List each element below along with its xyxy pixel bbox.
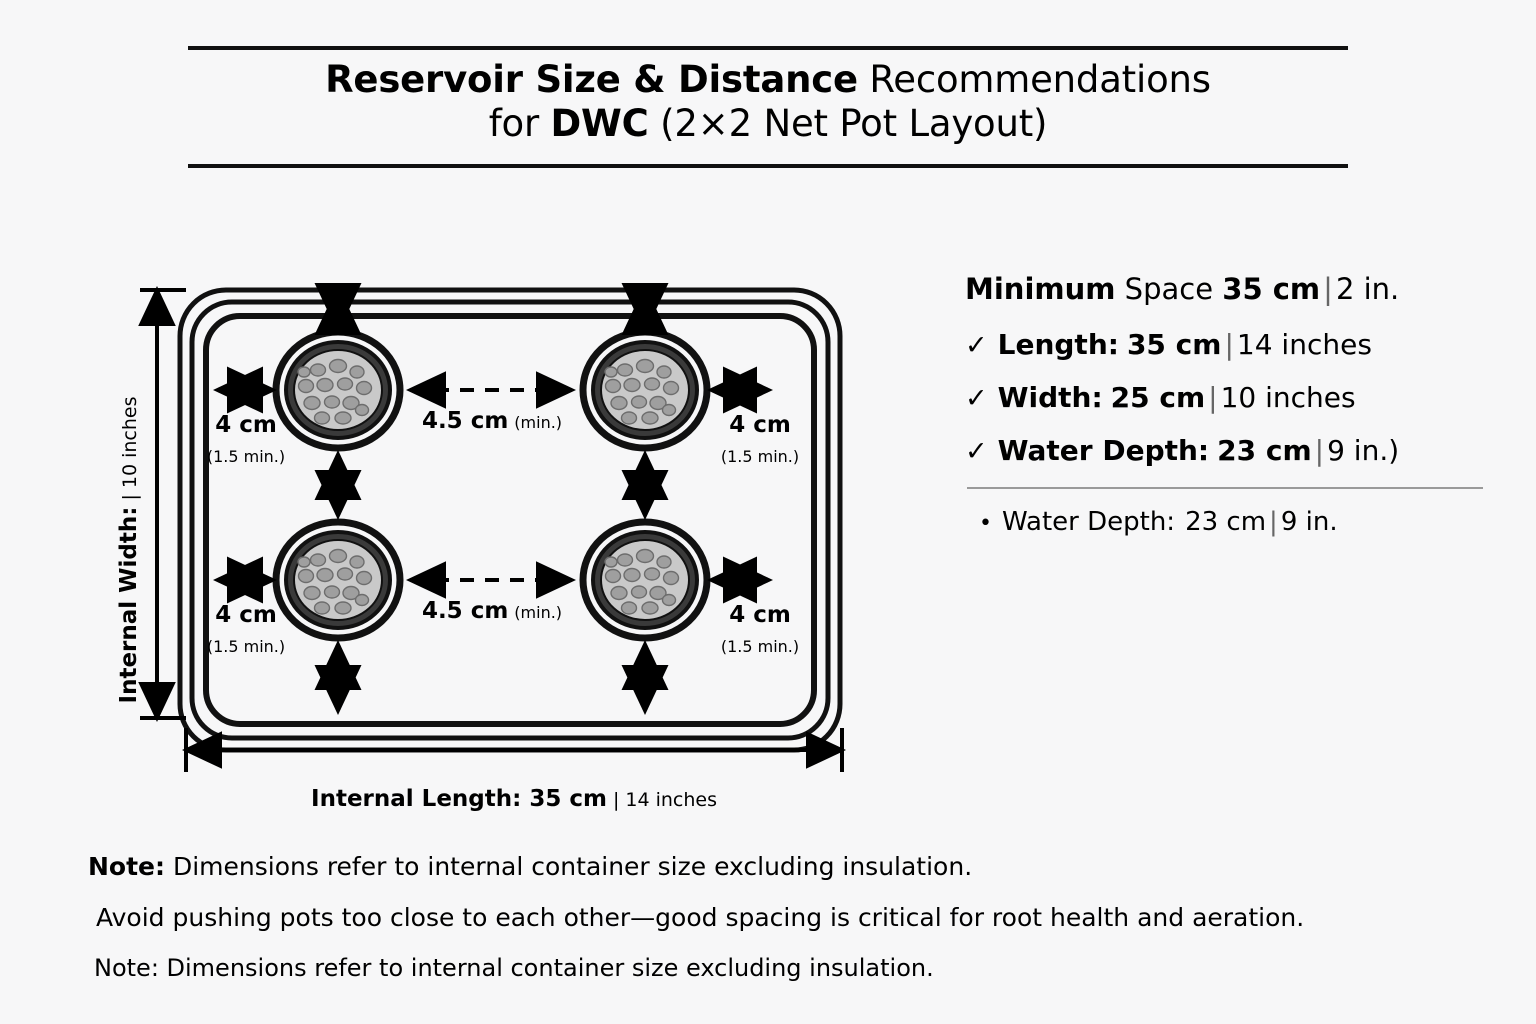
bullet-dot-icon: • (979, 511, 992, 536)
internal-width-label: Internal Width:|10 inches (116, 396, 142, 704)
panel-divider (967, 487, 1483, 489)
spec-label-water-depth: Water Depth: (997, 434, 1210, 467)
spec-alt-width: 10 inches (1220, 381, 1356, 414)
minimum-space-alt: 2 in. (1335, 272, 1400, 306)
title-bold-1: Reservoir Size & Distance (325, 58, 858, 101)
minimum-space-value: 35 cm (1222, 272, 1321, 306)
pot-gap-bottom-label: 4.5 cm (min.) (421, 598, 563, 624)
edge-bottom-left-sub: (1.5 min.) (206, 637, 286, 656)
bullet-separator: | (1269, 507, 1278, 537)
edge-bottom-right-value: 4 cm (729, 602, 791, 628)
note-2-text: Avoid pushing pots too close to each other—good spacing is critical for root health and aeration. (96, 903, 1305, 932)
check-icon: ✓ (965, 436, 988, 467)
title-post-2: (2×2 Net Pot Layout) (648, 101, 1048, 145)
internal-length-label: Internal Length: 35 cm | 14 inches (311, 786, 717, 812)
spec-separator-width: | (1208, 381, 1218, 414)
title-line-1 (188, 58, 1348, 102)
edge-top-right-sub: (1.5 min.) (720, 447, 800, 466)
title-line-2 (188, 102, 1348, 146)
net-pot-top-right (583, 332, 707, 448)
minimum-space-heading (965, 272, 1485, 306)
note-2 (88, 903, 1478, 932)
note-3-text: Note: Dimensions refer to internal container size excluding insulation. (94, 954, 934, 982)
page-title (188, 58, 1348, 145)
spec-row-length (965, 328, 1485, 361)
net-pot-bottom-left (276, 522, 400, 638)
recommendations-panel (965, 272, 1485, 537)
spec-value-water-depth: 23 cm (1217, 434, 1312, 467)
spec-value-width: 25 cm (1110, 381, 1206, 414)
title-rule-top (188, 46, 1348, 50)
edge-bottom-left-value: 4 cm (215, 602, 277, 628)
check-icon: ✓ (965, 330, 988, 361)
note-1-label: Note: (88, 852, 166, 881)
note-1 (88, 852, 1478, 881)
bullet-label-water-depth: Water Depth: (1001, 507, 1176, 537)
edge-top-left-value: 4 cm (215, 412, 277, 438)
title-bold-2: DWC (550, 101, 649, 145)
spec-separator-water-depth: | (1314, 434, 1325, 467)
spec-row-width (965, 381, 1485, 414)
spec-alt-water-depth: 9 in.) (1327, 434, 1400, 467)
minimum-space-separator: | (1323, 272, 1333, 306)
net-pot-bottom-right (583, 522, 707, 638)
spec-alt-length: 14 inches (1236, 328, 1372, 361)
reservoir-diagram (100, 250, 900, 850)
pot-gap-top-label: 4.5 cm (min.) (421, 408, 563, 434)
bullet-alt-water-depth: 9 in. (1280, 507, 1338, 537)
edge-top-right-value: 4 cm (729, 412, 791, 438)
spec-value-length: 35 cm (1126, 328, 1222, 361)
title-rule-bottom (188, 164, 1348, 168)
bullet-value-water-depth: 23 cm (1185, 507, 1267, 537)
title-pre-2: for (488, 101, 551, 145)
check-icon: ✓ (965, 383, 988, 414)
spec-label-width: Width: (997, 381, 1103, 414)
note-3 (88, 954, 1478, 982)
edge-top-left-sub: (1.5 min.) (206, 447, 286, 466)
spec-separator-length: | (1224, 328, 1234, 361)
edge-bottom-right-sub: (1.5 min.) (720, 637, 800, 656)
net-pot-top-left (276, 332, 400, 448)
spec-row-water-depth (965, 434, 1485, 467)
spec-label-length: Length: (997, 328, 1119, 361)
minimum-space-regular: Space (1115, 272, 1223, 306)
note-1-text: Dimensions refer to internal container size excluding insulation. (165, 852, 973, 881)
bullet-row-water-depth (965, 507, 1485, 537)
title-regular-1: Recommendations (857, 58, 1211, 101)
minimum-space-bold: Minimum (965, 272, 1116, 306)
notes-section (88, 852, 1478, 1004)
